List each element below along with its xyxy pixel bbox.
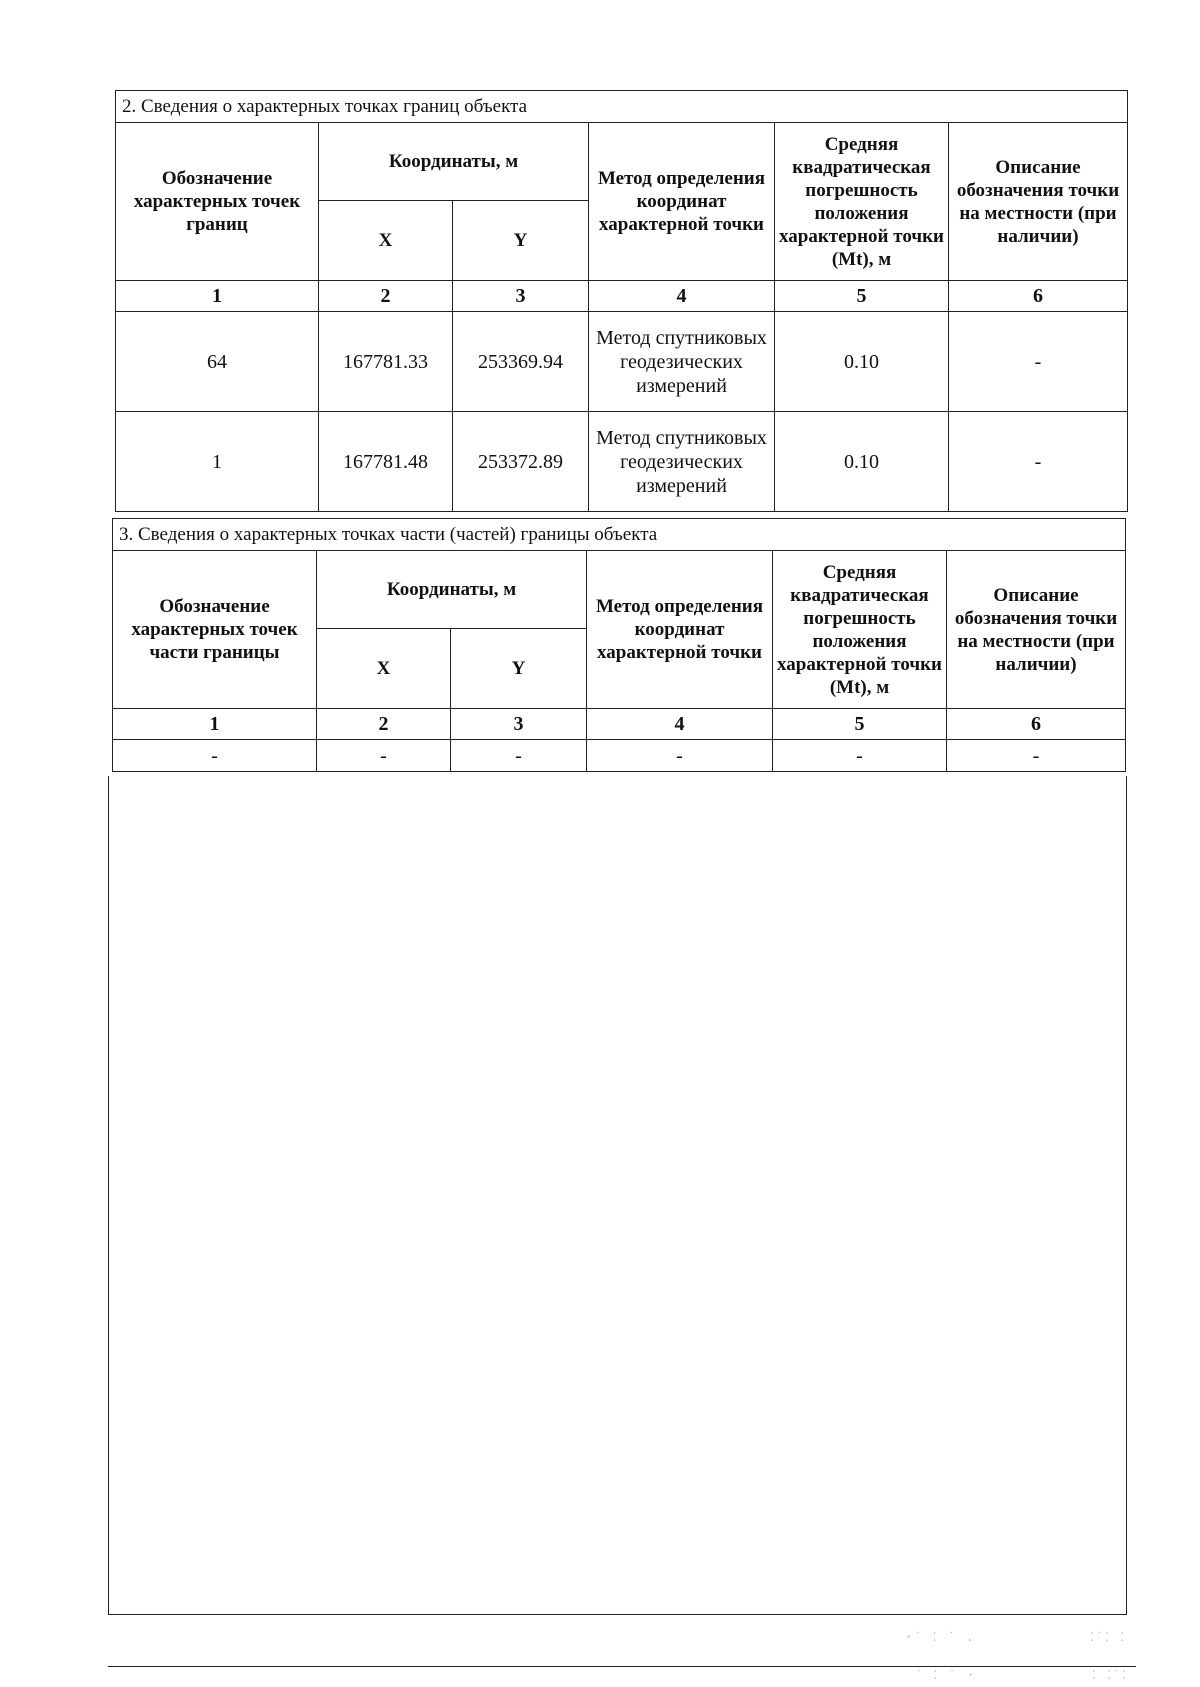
header-coordinates: Координаты, м [319, 123, 589, 201]
header-x: X [319, 201, 453, 281]
coord-y: 253369.94 [453, 312, 589, 412]
coord-x: - [317, 740, 451, 772]
column-number: 2 [317, 709, 451, 740]
table-row [116, 312, 1128, 412]
header-description: Описание обозначения точки на местности (при наличии) [949, 123, 1128, 281]
column-number: 5 [775, 281, 949, 312]
column-number: 3 [453, 281, 589, 312]
footer-rule [108, 1666, 1136, 1667]
header-y: Y [451, 629, 587, 709]
coord-x: 167781.33 [319, 312, 453, 412]
column-number: 6 [947, 709, 1126, 740]
point-description: - [949, 412, 1128, 512]
scan-mark: ˙ ⁚ ˙ · [915, 1668, 977, 1682]
method: - [587, 740, 773, 772]
header-description: Описание обозначения точки на местности (при наличии) [947, 551, 1126, 709]
header-designation: Обозначение характерных точек части границы [113, 551, 317, 709]
column-number: 5 [773, 709, 947, 740]
column-number: 1 [116, 281, 319, 312]
method: Метод спутниковых геодезических измерений [589, 412, 775, 512]
column-number: 1 [113, 709, 317, 740]
header-x: X [317, 629, 451, 709]
header-method: Метод определения координат характерной точки [589, 123, 775, 281]
column-number: 6 [949, 281, 1128, 312]
header-coordinates: Координаты, м [317, 551, 587, 629]
scan-mark: ⁚ ⁚˙⁚ [1092, 1668, 1128, 1682]
column-number: 4 [587, 709, 773, 740]
method: Метод спутниковых геодезических измерений [589, 312, 775, 412]
boundary-points-table [115, 90, 1128, 512]
empty-frame-area [108, 776, 1127, 1615]
scan-mark: ⁚˙⁚ ⁚ [1090, 1630, 1126, 1644]
header-error: Средняя квадратическая погрешность положения характерной точки (Mt), м [775, 123, 949, 281]
scan-mark: ·˙ ⁚ ˙ . [905, 1630, 976, 1644]
column-number: 4 [589, 281, 775, 312]
point-description: - [947, 740, 1126, 772]
section-2-title: 2. Сведения о характерных точках границ объекта [116, 91, 1128, 123]
point-description: - [949, 312, 1128, 412]
header-method: Метод определения координат характерной точки [587, 551, 773, 709]
point-designation: - [113, 740, 317, 772]
part-boundary-points-table [112, 518, 1126, 772]
error-value: - [773, 740, 947, 772]
error-value: 0.10 [775, 412, 949, 512]
coord-y: - [451, 740, 587, 772]
header-y: Y [453, 201, 589, 281]
point-designation: 1 [116, 412, 319, 512]
point-designation: 64 [116, 312, 319, 412]
column-number: 2 [319, 281, 453, 312]
coord-y: 253372.89 [453, 412, 589, 512]
table-row [113, 740, 1126, 772]
header-designation: Обозначение характерных точек границ [116, 123, 319, 281]
table-row [116, 412, 1128, 512]
error-value: 0.10 [775, 312, 949, 412]
column-number: 3 [451, 709, 587, 740]
section-3-title: 3. Сведения о характерных точках части (частей) границы объекта [113, 519, 1126, 551]
coord-x: 167781.48 [319, 412, 453, 512]
header-error: Средняя квадратическая погрешность положения характерной точки (Mt), м [773, 551, 947, 709]
